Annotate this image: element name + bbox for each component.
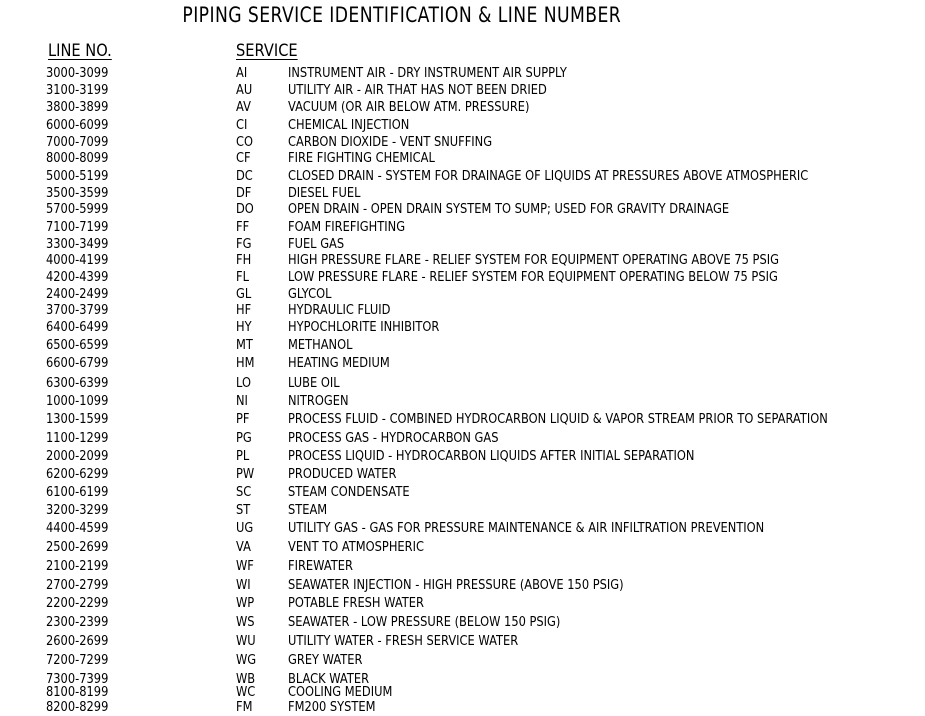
- service-description: INSTRUMENT AIR - DRY INSTRUMENT AIR SUPPLY: [288, 66, 567, 81]
- service-code: MT: [236, 338, 253, 353]
- service-description: METHANOL: [288, 338, 353, 353]
- service-code: VA: [236, 540, 251, 555]
- service-description: HEATING MEDIUM: [288, 356, 390, 371]
- table-row: [0, 320, 925, 336]
- table-row: [0, 270, 925, 286]
- service-code: PW: [236, 467, 255, 482]
- service-code: DC: [236, 169, 253, 184]
- table-row: [0, 634, 925, 650]
- line-number: 6000-6099: [46, 118, 109, 133]
- table-row: [0, 431, 925, 447]
- service-description: STEAM: [288, 503, 328, 518]
- table-row: [0, 220, 925, 236]
- table-row: [0, 338, 925, 354]
- service-code: AI: [236, 66, 248, 81]
- line-number: 6400-6499: [46, 320, 109, 335]
- service-code: FG: [236, 237, 252, 252]
- service-code: FM: [236, 700, 253, 715]
- service-description: BLACK WATER: [288, 672, 370, 687]
- line-number: 2300-2399: [46, 615, 109, 630]
- line-number: 1100-1299: [46, 431, 109, 446]
- service-description: STEAM CONDENSATE: [288, 485, 410, 500]
- service-description: FOAM FIREFIGHTING: [288, 220, 406, 235]
- table-row: [0, 303, 925, 319]
- line-number: 3800-3899: [46, 100, 109, 115]
- service-description: HYPOCHLORITE INHIBITOR: [288, 320, 440, 335]
- service-description: NITROGEN: [288, 394, 349, 409]
- service-description: HIGH PRESSURE FLARE - RELIEF SYSTEM FOR EQUIPMENT OPERATING ABOVE 75 PSIG: [288, 253, 779, 268]
- service-description: COOLING MEDIUM: [288, 685, 393, 700]
- line-number: 3500-3599: [46, 186, 109, 201]
- table-row: [0, 169, 925, 185]
- table-row: [0, 559, 925, 575]
- service-code: CO: [236, 135, 253, 150]
- line-number: 6300-6399: [46, 376, 109, 391]
- table-row: [0, 83, 925, 99]
- service-code: ST: [236, 503, 251, 518]
- line-no-header: LINE NO.: [48, 41, 112, 61]
- table-row: [0, 540, 925, 556]
- service-code: WB: [236, 672, 256, 687]
- service-description: GLYCOL: [288, 287, 332, 302]
- line-number: 6200-6299: [46, 467, 109, 482]
- table-row: [0, 253, 925, 269]
- line-number: 6600-6799: [46, 356, 109, 371]
- service-description: PROCESS LIQUID - HYDROCARBON LIQUIDS AFTER INITIAL SEPARATION: [288, 449, 695, 464]
- table-row: [0, 615, 925, 631]
- line-number: 3300-3499: [46, 237, 109, 252]
- service-description: PROCESS FLUID - COMBINED HYDROCARBON LIQUID & VAPOR STREAM PRIOR TO SEPARATION: [288, 412, 828, 427]
- table-row: [0, 376, 925, 392]
- line-number: 3700-3799: [46, 303, 109, 318]
- service-description: VENT TO ATMOSPHERIC: [288, 540, 424, 555]
- service-code: PL: [236, 449, 250, 464]
- table-row: [0, 135, 925, 151]
- line-number: 4200-4399: [46, 270, 109, 285]
- table-row: [0, 186, 925, 202]
- line-number: 7200-7299: [46, 653, 109, 668]
- service-description: CLOSED DRAIN - SYSTEM FOR DRAINAGE OF LIQUIDS AT PRESSURES ABOVE ATMOSPHERIC: [288, 169, 809, 184]
- table-row: [0, 521, 925, 537]
- line-number: 3100-3199: [46, 83, 109, 98]
- service-description: FIRE FIGHTING CHEMICAL: [288, 151, 435, 166]
- service-code: CF: [236, 151, 251, 166]
- service-code: SC: [236, 485, 252, 500]
- line-number: 2400-2499: [46, 287, 109, 302]
- table-row: [0, 578, 925, 594]
- service-code: WU: [236, 634, 256, 649]
- service-description: GREY WATER: [288, 653, 363, 668]
- service-description: FUEL GAS: [288, 237, 345, 252]
- table-row: [0, 412, 925, 428]
- service-description: FM200 SYSTEM: [288, 700, 376, 715]
- service-description: UTILITY WATER - FRESH SERVICE WATER: [288, 634, 519, 649]
- table-row: [0, 685, 925, 701]
- line-number: 7100-7199: [46, 220, 109, 235]
- line-number: 3200-3299: [46, 503, 109, 518]
- service-code: WP: [236, 596, 255, 611]
- service-code: DF: [236, 186, 252, 201]
- service-code: WS: [236, 615, 255, 630]
- line-number: 7000-7099: [46, 135, 109, 150]
- line-number: 2500-2699: [46, 540, 109, 555]
- line-number: 4000-4199: [46, 253, 109, 268]
- service-code: WF: [236, 559, 254, 574]
- line-number: 2100-2199: [46, 559, 109, 574]
- service-code: PG: [236, 431, 252, 446]
- service-description: HYDRAULIC FLUID: [288, 303, 391, 318]
- service-code: WI: [236, 578, 251, 593]
- line-number: 5000-5199: [46, 169, 109, 184]
- table-row: [0, 287, 925, 303]
- table-row: [0, 356, 925, 372]
- service-code: FF: [236, 220, 250, 235]
- service-description: PRODUCED WATER: [288, 467, 397, 482]
- service-code: HM: [236, 356, 255, 371]
- line-number: 7300-7399: [46, 672, 109, 687]
- line-number: 2000-2099: [46, 449, 109, 464]
- service-description: DIESEL FUEL: [288, 186, 361, 201]
- service-code: WC: [236, 685, 256, 700]
- line-number: 2200-2299: [46, 596, 109, 611]
- line-number: 4400-4599: [46, 521, 109, 536]
- line-number: 8200-8299: [46, 700, 109, 715]
- line-number: 2700-2799: [46, 578, 109, 593]
- service-code: FL: [236, 270, 249, 285]
- service-code: HY: [236, 320, 252, 335]
- service-description: SEAWATER - LOW PRESSURE (BELOW 150 PSIG): [288, 615, 561, 630]
- service-code: CI: [236, 118, 248, 133]
- table-row: [0, 485, 925, 501]
- service-description: UTILITY AIR - AIR THAT HAS NOT BEEN DRIED: [288, 83, 547, 98]
- service-description: OPEN DRAIN - OPEN DRAIN SYSTEM TO SUMP; USED FOR GRAVITY DRAINAGE: [288, 202, 730, 217]
- table-row: [0, 202, 925, 218]
- line-number: 6100-6199: [46, 485, 109, 500]
- table-row: [0, 467, 925, 483]
- service-code: WG: [236, 653, 257, 668]
- service-description: UTILITY GAS - GAS FOR PRESSURE MAINTENANCE & AIR INFILTRATION PREVENTION: [288, 521, 765, 536]
- table-row: [0, 503, 925, 519]
- line-number: 8000-8099: [46, 151, 109, 166]
- service-code: NI: [236, 394, 248, 409]
- line-number: 8100-8199: [46, 685, 109, 700]
- service-code: PF: [236, 412, 250, 427]
- service-code: AU: [236, 83, 253, 98]
- service-code: LO: [236, 376, 251, 391]
- service-code: UG: [236, 521, 254, 536]
- service-code: AV: [236, 100, 251, 115]
- table-row: [0, 596, 925, 612]
- service-description: VACUUM (OR AIR BELOW ATM. PRESSURE): [288, 100, 530, 115]
- line-number: 6500-6599: [46, 338, 109, 353]
- line-number: 5700-5999: [46, 202, 109, 217]
- page-title: PIPING SERVICE IDENTIFICATION & LINE NUMBER: [182, 3, 622, 27]
- table-row: [0, 118, 925, 134]
- table-row: [0, 449, 925, 465]
- service-description: LUBE OIL: [288, 376, 340, 391]
- table-row: [0, 66, 925, 82]
- line-number: 1000-1099: [46, 394, 109, 409]
- service-description: PROCESS GAS - HYDROCARBON GAS: [288, 431, 499, 446]
- service-code: GL: [236, 287, 252, 302]
- service-code: HF: [236, 303, 252, 318]
- service-description: FIREWATER: [288, 559, 353, 574]
- service-description: SEAWATER INJECTION - HIGH PRESSURE (ABOVE 150 PSIG): [288, 578, 624, 593]
- line-number: 1300-1599: [46, 412, 109, 427]
- line-number: 2600-2699: [46, 634, 109, 649]
- table-row: [0, 653, 925, 669]
- table-row: [0, 237, 925, 253]
- service-code: DO: [236, 202, 254, 217]
- service-code: FH: [236, 253, 252, 268]
- table-row: [0, 100, 925, 116]
- table-row: [0, 394, 925, 410]
- service-description: POTABLE FRESH WATER: [288, 596, 424, 611]
- service-description: CHEMICAL INJECTION: [288, 118, 410, 133]
- service-header: SERVICE: [236, 41, 298, 61]
- line-number: 3000-3099: [46, 66, 109, 81]
- service-description: CARBON DIOXIDE - VENT SNUFFING: [288, 135, 493, 150]
- service-description: LOW PRESSURE FLARE - RELIEF SYSTEM FOR EQUIPMENT OPERATING BELOW 75 PSIG: [288, 270, 778, 285]
- table-row: [0, 151, 925, 167]
- table-row: [0, 700, 925, 716]
